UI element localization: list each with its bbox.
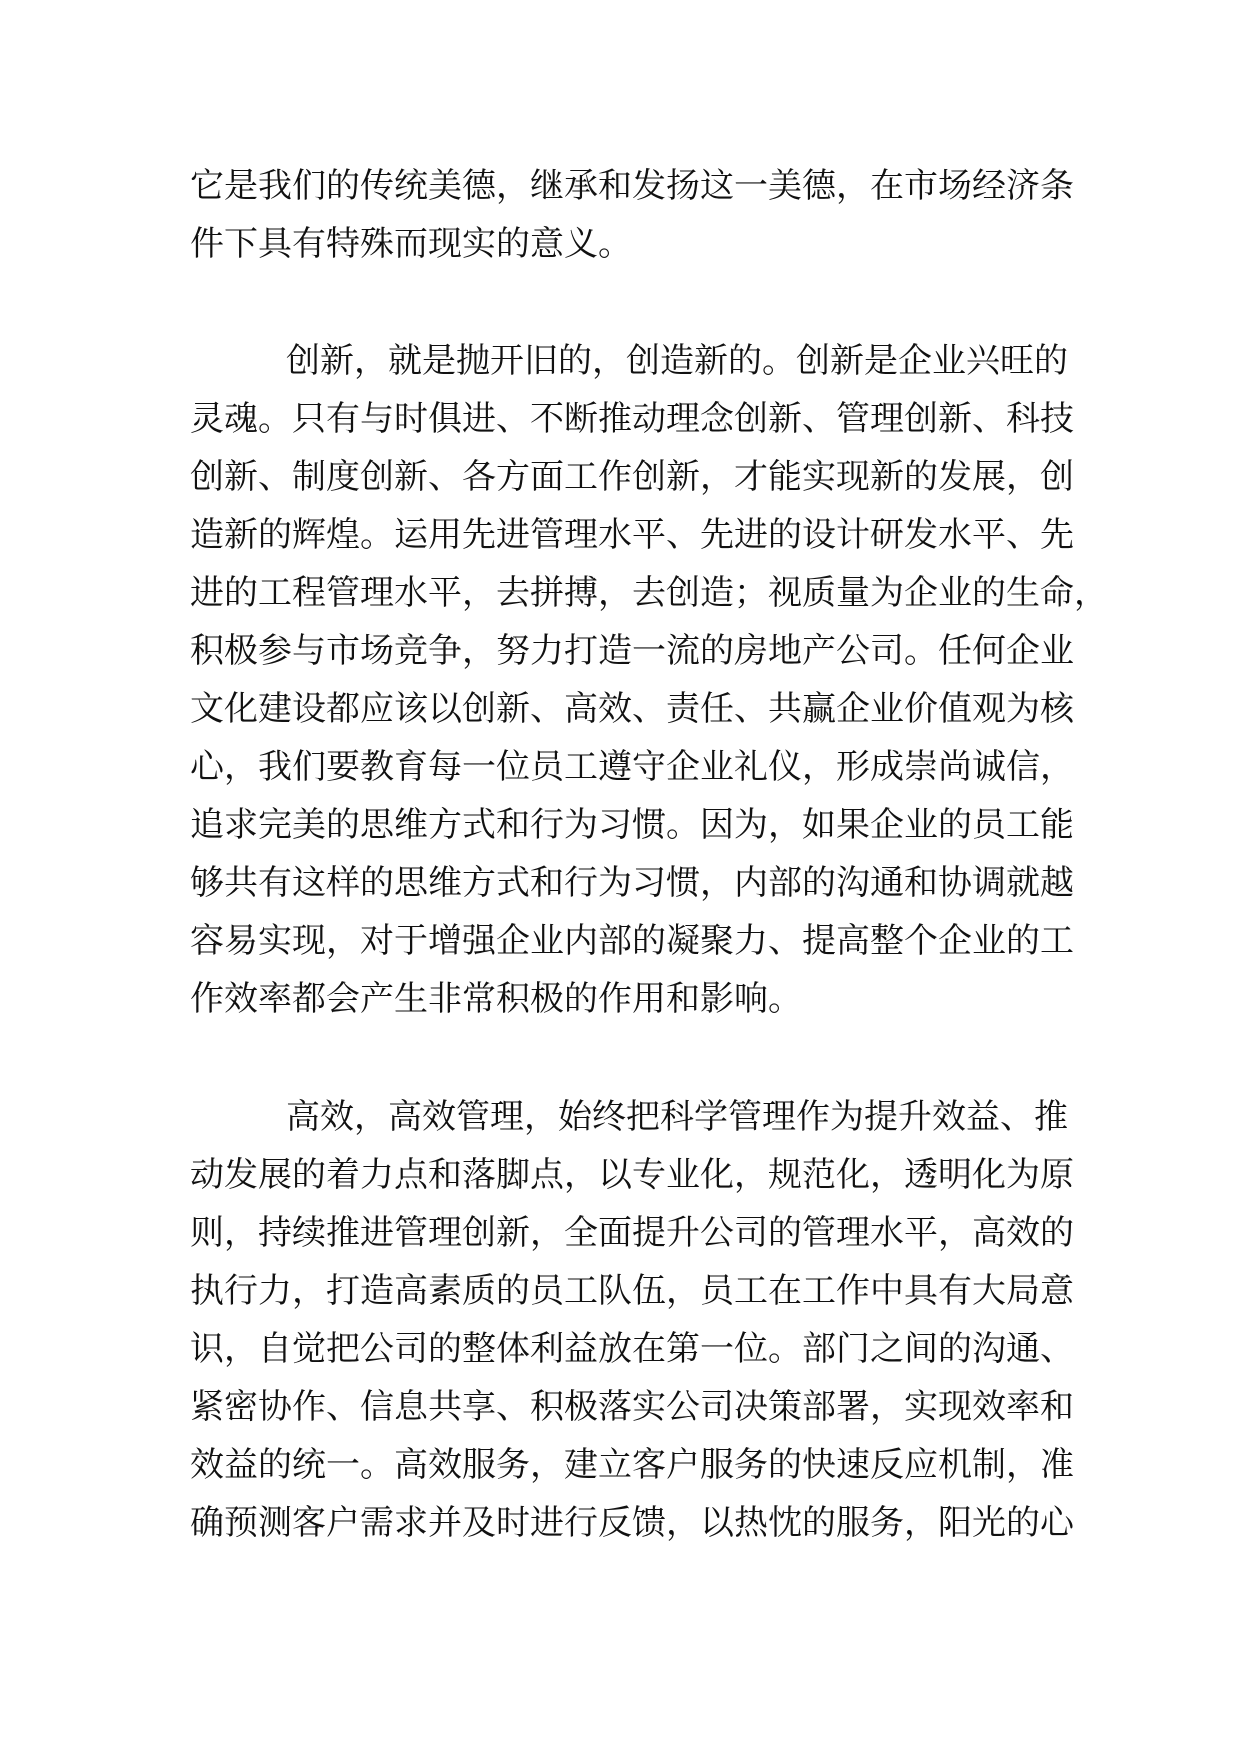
paragraph-line: 确预测客户需求并及时进行反馈，以热忱的服务，阳光的心 — [190, 1503, 1074, 1543]
paragraph-line: 创新，就是抛开旧的，创造新的。创新是企业兴旺的 — [286, 341, 1068, 381]
paragraph-line: 执行力，打造高素质的员工队伍，员工在工作中具有大局意 — [190, 1271, 1074, 1311]
paragraph-line: 识，自觉把公司的整体利益放在第一位。部门之间的沟通、 — [190, 1329, 1074, 1369]
paragraph-line: 灵魂。只有与时俱进、不断推动理念创新、管理创新、科技 — [190, 399, 1074, 439]
paragraph-line: 则，持续推进管理创新，全面提升公司的管理水平，高效的 — [190, 1213, 1074, 1253]
paragraph-efficiency — [190, 1088, 1074, 1552]
paragraph-line: 文化建设都应该以创新、高效、责任、共赢企业价值观为核 — [190, 689, 1074, 729]
paragraph-line: 够共有这样的思维方式和行为习惯，内部的沟通和协调就越 — [190, 863, 1074, 903]
paragraph-line: 进的工程管理水平，去拼搏，去创造；视质量为企业的生命， — [190, 573, 1108, 613]
paragraph-line: 紧密协作、信息共享、积极落实公司决策部署，实现效率和 — [190, 1387, 1074, 1427]
paragraph-line: 追求完美的思维方式和行为习惯。因为，如果企业的员工能 — [190, 805, 1074, 845]
paragraph-line: 积极参与市场竞争，努力打造一流的房地产公司。任何企业 — [190, 631, 1074, 671]
paragraph-line: 容易实现，对于增强企业内部的凝聚力、提高整个企业的工 — [190, 921, 1074, 961]
paragraph-line: 创新、制度创新、各方面工作创新，才能实现新的发展，创 — [190, 457, 1074, 497]
paragraph-line: 件下具有特殊而现实的意义。 — [190, 224, 632, 264]
paragraph-line: 造新的辉煌。运用先进管理水平、先进的设计研发水平、先 — [190, 515, 1074, 555]
paragraph-line: 动发展的着力点和落脚点，以专业化，规范化，透明化为原 — [190, 1155, 1074, 1195]
paragraph-line: 高效，高效管理，始终把科学管理作为提升效益、推 — [286, 1097, 1068, 1137]
paragraph-line: 效益的统一。高效服务，建立客户服务的快速反应机制，准 — [190, 1445, 1074, 1485]
paragraph-innovation — [190, 332, 1108, 1028]
paragraph-line: 作效率都会产生非常积极的作用和影响。 — [190, 979, 802, 1019]
paragraph-line: 它是我们的传统美德，继承和发扬这一美德，在市场经济条 — [190, 166, 1074, 206]
paragraph-line: 心，我们要教育每一位员工遵守企业礼仪，形成崇尚诚信， — [190, 747, 1074, 787]
paragraph-traditional-virtue — [190, 157, 1074, 273]
